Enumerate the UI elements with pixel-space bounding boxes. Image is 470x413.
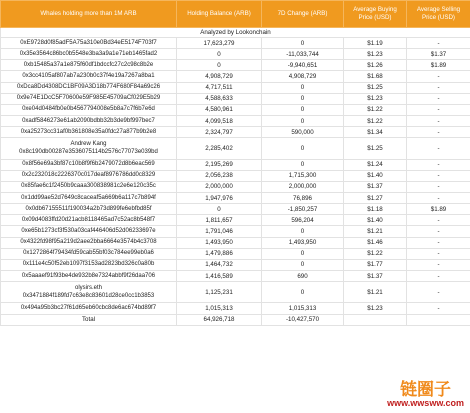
- holding-balance: 1,416,589: [177, 270, 262, 281]
- holding-balance: 2,195,269: [177, 159, 262, 170]
- header-holding-balance: Holding Balance (ARB): [177, 1, 262, 28]
- whale-address: [1, 248, 177, 259]
- whale-address-text: 0x1dd99ae52d7649c8caceaf5a669b6a117c7b894f: [21, 194, 156, 201]
- total-label: Total: [1, 314, 177, 325]
- avg-selling-price: -: [407, 248, 470, 259]
- change-7d: 0: [262, 226, 344, 237]
- header-avg-selling-price: Average Selling Price (USD): [407, 1, 470, 28]
- table-row: [1, 248, 470, 259]
- whale-address-text: 0x0db67155511f190034a2b73d899fe6ebfbd85f: [25, 205, 152, 212]
- change-7d: 0: [262, 104, 344, 115]
- change-7d: 76,896: [262, 192, 344, 203]
- holding-balance: 1,811,657: [177, 215, 262, 226]
- avg-buying-price: $1.18: [344, 204, 407, 215]
- avg-buying-price: $1.25: [344, 138, 407, 159]
- table-row: [1, 192, 470, 203]
- holding-balance: 4,717,511: [177, 82, 262, 93]
- whale-address: [1, 170, 177, 181]
- header-7d-change: 7D Change (ARB): [262, 1, 344, 28]
- table-row: [1, 138, 470, 159]
- avg-buying-price: $1.68: [344, 71, 407, 82]
- avg-selling-price: -: [407, 192, 470, 203]
- avg-buying-price: $1.37: [344, 181, 407, 192]
- change-7d: 0: [262, 259, 344, 270]
- header-avg-buying-price: Average Buying Price (USD): [344, 1, 407, 28]
- avg-buying-price: $1.23: [344, 303, 407, 314]
- avg-buying-price: $1.77: [344, 259, 407, 270]
- holding-balance: 1,015,313: [177, 303, 262, 314]
- header-row: [1, 1, 470, 28]
- whale-address-text: 0xb15485a37a1e875f60df1bdccfc27c2c98c8b2e: [23, 61, 154, 68]
- avg-selling-price: -: [407, 237, 470, 248]
- avg-selling-price: -: [407, 215, 470, 226]
- whale-address: [1, 93, 177, 104]
- change-7d: -11,033,744: [262, 49, 344, 60]
- change-7d: 690: [262, 270, 344, 281]
- change-7d: 0: [262, 82, 344, 93]
- header-whales: Whales holding more than 1M ARB: [1, 1, 177, 28]
- avg-buying-price: $1.37: [344, 270, 407, 281]
- whale-address-text: 0x09d4083ffd20d21acb8118465ad7c52ac8b548f7: [21, 216, 156, 223]
- whale-address: [1, 60, 177, 71]
- avg-buying-price: $1.23: [344, 93, 407, 104]
- holding-balance: 2,056,238: [177, 170, 262, 181]
- table-row: [1, 226, 470, 237]
- change-7d: 590,000: [262, 127, 344, 138]
- table-row: [1, 127, 470, 138]
- change-7d: 0: [262, 93, 344, 104]
- holding-balance: 2,324,797: [177, 127, 262, 138]
- avg-buying-price: $1.19: [344, 38, 407, 49]
- whale-address: [1, 127, 177, 138]
- avg-selling-price: -: [407, 159, 470, 170]
- avg-selling-price: -: [407, 138, 470, 159]
- holding-balance: 2,285,402: [177, 138, 262, 159]
- holding-balance: 4,099,518: [177, 115, 262, 126]
- avg-selling-price: $1.37: [407, 49, 470, 60]
- holding-balance: 4,908,729: [177, 71, 262, 82]
- whale-address: [1, 115, 177, 126]
- table-row: [1, 93, 470, 104]
- avg-buying-price: $1.40: [344, 215, 407, 226]
- table-row: [1, 237, 470, 248]
- whale-address: [1, 82, 177, 93]
- change-7d: 0: [262, 282, 344, 303]
- avg-selling-price: -: [407, 127, 470, 138]
- avg-buying-price: $1.40: [344, 170, 407, 181]
- avg-selling-price: -: [407, 38, 470, 49]
- whale-address: [1, 215, 177, 226]
- avg-buying-price: $1.21: [344, 226, 407, 237]
- whale-address: [1, 259, 177, 270]
- avg-buying-price: $1.24: [344, 159, 407, 170]
- holding-balance: 4,588,633: [177, 93, 262, 104]
- avg-buying-price: $1.46: [344, 237, 407, 248]
- whale-address-text: 0xadf5846273e61ab2090bdbb32b3de9bf997bec7: [22, 117, 155, 124]
- change-7d: 596,204: [262, 215, 344, 226]
- table-row: [1, 204, 470, 215]
- table-row: [1, 259, 470, 270]
- holding-balance: 1,791,046: [177, 226, 262, 237]
- change-7d: -9,940,651: [262, 60, 344, 71]
- whale-address: [1, 71, 177, 82]
- change-7d: 0: [262, 138, 344, 159]
- whale-name: Andrew Kang: [70, 140, 107, 147]
- whale-address: [1, 192, 177, 203]
- holding-balance: 0: [177, 60, 262, 71]
- whale-address-text: 0x2c232018c2226370c017deaf8976786dd0c8329: [21, 172, 156, 179]
- change-7d: 0: [262, 38, 344, 49]
- table-row: [1, 115, 470, 126]
- whale-address: [1, 181, 177, 192]
- whale-address-text: 0x85fae6c1f2450b9caaa300838981c2e6e120c35c: [21, 183, 156, 190]
- table-row: [1, 60, 470, 71]
- table-row: [1, 181, 470, 192]
- whale-address: [1, 49, 177, 60]
- table-row: [1, 170, 470, 181]
- avg-selling-price: -: [407, 115, 470, 126]
- whale-address: [1, 226, 177, 237]
- avg-selling-price: -: [407, 170, 470, 181]
- holding-balance: 17,623,279: [177, 38, 262, 49]
- whale-address-text: 0xDca8Dd4308DC1BF09A3D18b774F680F84a69c26: [16, 84, 161, 91]
- holding-balance: 1,947,976: [177, 192, 262, 203]
- whale-address-text: 0x9e74E1DcC5F70600e59F985E45709aCf029E5b29: [16, 95, 161, 102]
- holding-balance: 1,493,950: [177, 237, 262, 248]
- avg-selling-price: -: [407, 181, 470, 192]
- change-7d: 0: [262, 115, 344, 126]
- whale-address-text: 0x4322fd98f95a219d2aee2bba6664e3574b4c3708: [20, 239, 157, 246]
- table-row: [1, 49, 470, 60]
- whale-address: [1, 38, 177, 49]
- avg-buying-price: $1.22: [344, 248, 407, 259]
- avg-buying-price: $1.21: [344, 282, 407, 303]
- whale-address-text: 0x1272864f79434fd59cab55bf03c784ee99eb0a6: [23, 250, 154, 257]
- whale-address: [1, 237, 177, 248]
- avg-buying-price: $1.26: [344, 60, 407, 71]
- avg-selling-price: $1.89: [407, 204, 470, 215]
- avg-buying-price: $1.22: [344, 104, 407, 115]
- change-7d: 1,493,950: [262, 237, 344, 248]
- table-row: [1, 270, 470, 281]
- whale-address-text: 0x8f56e69a3bf87c10b8f9f6b2479072d8b6eac569: [22, 161, 155, 168]
- whale-address-text: 0xE9728d0f85adF5A75a310e0Bd34eE5174F703f7: [20, 39, 157, 46]
- avg-selling-price: -: [407, 104, 470, 115]
- table-row: [1, 215, 470, 226]
- avg-buying-price: $1.22: [344, 115, 407, 126]
- whale-address-text: 0xa25273cc31af0b361808e35a0fdc27a877b9b2e8: [20, 128, 157, 135]
- whale-address: [1, 303, 177, 314]
- whale-name: olysirs.eth: [74, 284, 102, 291]
- change-7d: 2,000,000: [262, 181, 344, 192]
- avg-selling-price: $1.89: [407, 60, 470, 71]
- whale-address-text: 0x3cc4105af807ab7a230b0c37f4e19a7267a8ba1: [22, 72, 155, 79]
- change-7d: 4,908,729: [262, 71, 344, 82]
- total-balance: 64,926,718: [177, 314, 262, 325]
- holding-balance: 4,580,961: [177, 104, 262, 115]
- table-row: [1, 38, 470, 49]
- total-sell: [407, 314, 470, 325]
- table-body: [1, 28, 470, 326]
- whale-address-text: 0xe65b1273cf3f530a03caf446406d52d06233697e: [21, 227, 156, 234]
- table-row: [1, 104, 470, 115]
- table-row: [1, 303, 470, 314]
- change-7d: 0: [262, 159, 344, 170]
- change-7d: -1,850,257: [262, 204, 344, 215]
- holding-balance: 1,464,732: [177, 259, 262, 270]
- avg-buying-price: $1.34: [344, 127, 407, 138]
- whale-address-text: 0x3471884f189fd7c63e8c83601d28ce0cc1b3853: [22, 293, 155, 300]
- table-row: [1, 82, 470, 93]
- whale-address: [1, 204, 177, 215]
- whale-address: [1, 138, 177, 159]
- watermark-cn: 链圈子: [400, 380, 452, 400]
- table-row: [1, 159, 470, 170]
- whale-address-text: 0x35e3564c86bc0b5548e3ba3a9a1e71eb1465fad2: [19, 50, 158, 57]
- whale-address: [1, 104, 177, 115]
- total-change: -10,427,570: [262, 314, 344, 325]
- whale-address-text: 0xe04d0484fb0e0b4567794008e5b8a7c7f6b7e6d: [22, 106, 155, 113]
- avg-selling-price: -: [407, 282, 470, 303]
- whale-address: [1, 282, 177, 303]
- avg-selling-price: -: [407, 93, 470, 104]
- avg-selling-price: -: [407, 259, 470, 270]
- avg-selling-price: -: [407, 71, 470, 82]
- avg-buying-price: $1.23: [344, 49, 407, 60]
- whale-address: [1, 159, 177, 170]
- table-row: [1, 71, 470, 82]
- change-7d: 0: [262, 248, 344, 259]
- total-buy: [344, 314, 407, 325]
- table-row: [1, 282, 470, 303]
- analyzed-by-note: Analyzed by Lookonchain: [1, 28, 470, 38]
- avg-selling-price: -: [407, 303, 470, 314]
- avg-selling-price: -: [407, 270, 470, 281]
- avg-selling-price: -: [407, 82, 470, 93]
- total-row: [1, 314, 470, 325]
- holding-balance: 2,000,000: [177, 181, 262, 192]
- holding-balance: 0: [177, 49, 262, 60]
- watermark: [387, 382, 464, 408]
- whale-address-text: 0x111e4c50f52eb1097f3153ad2823bd326c0a80b: [22, 261, 155, 268]
- whale-address-text: 0x5aaaef91f93be4de932b8e7324abbf9f26daa706: [21, 272, 156, 279]
- holding-balance: 0: [177, 204, 262, 215]
- watermark-url: www.wwsww.com: [387, 398, 464, 408]
- avg-buying-price: $1.27: [344, 192, 407, 203]
- change-7d: 1,015,313: [262, 303, 344, 314]
- whale-address: [1, 270, 177, 281]
- whale-address-text: 0x8c190db00287e3536075114b2576c77073e039bd: [19, 149, 158, 156]
- avg-buying-price: $1.25: [344, 82, 407, 93]
- holding-balance: 1,479,886: [177, 248, 262, 259]
- change-7d: 1,715,300: [262, 170, 344, 181]
- avg-selling-price: -: [407, 226, 470, 237]
- note-row: [1, 28, 470, 38]
- holding-balance: 1,125,231: [177, 282, 262, 303]
- whale-address-text: 0x494a95b3bc27f61d65eb60cbc8de6ac674bd89f7: [20, 304, 157, 311]
